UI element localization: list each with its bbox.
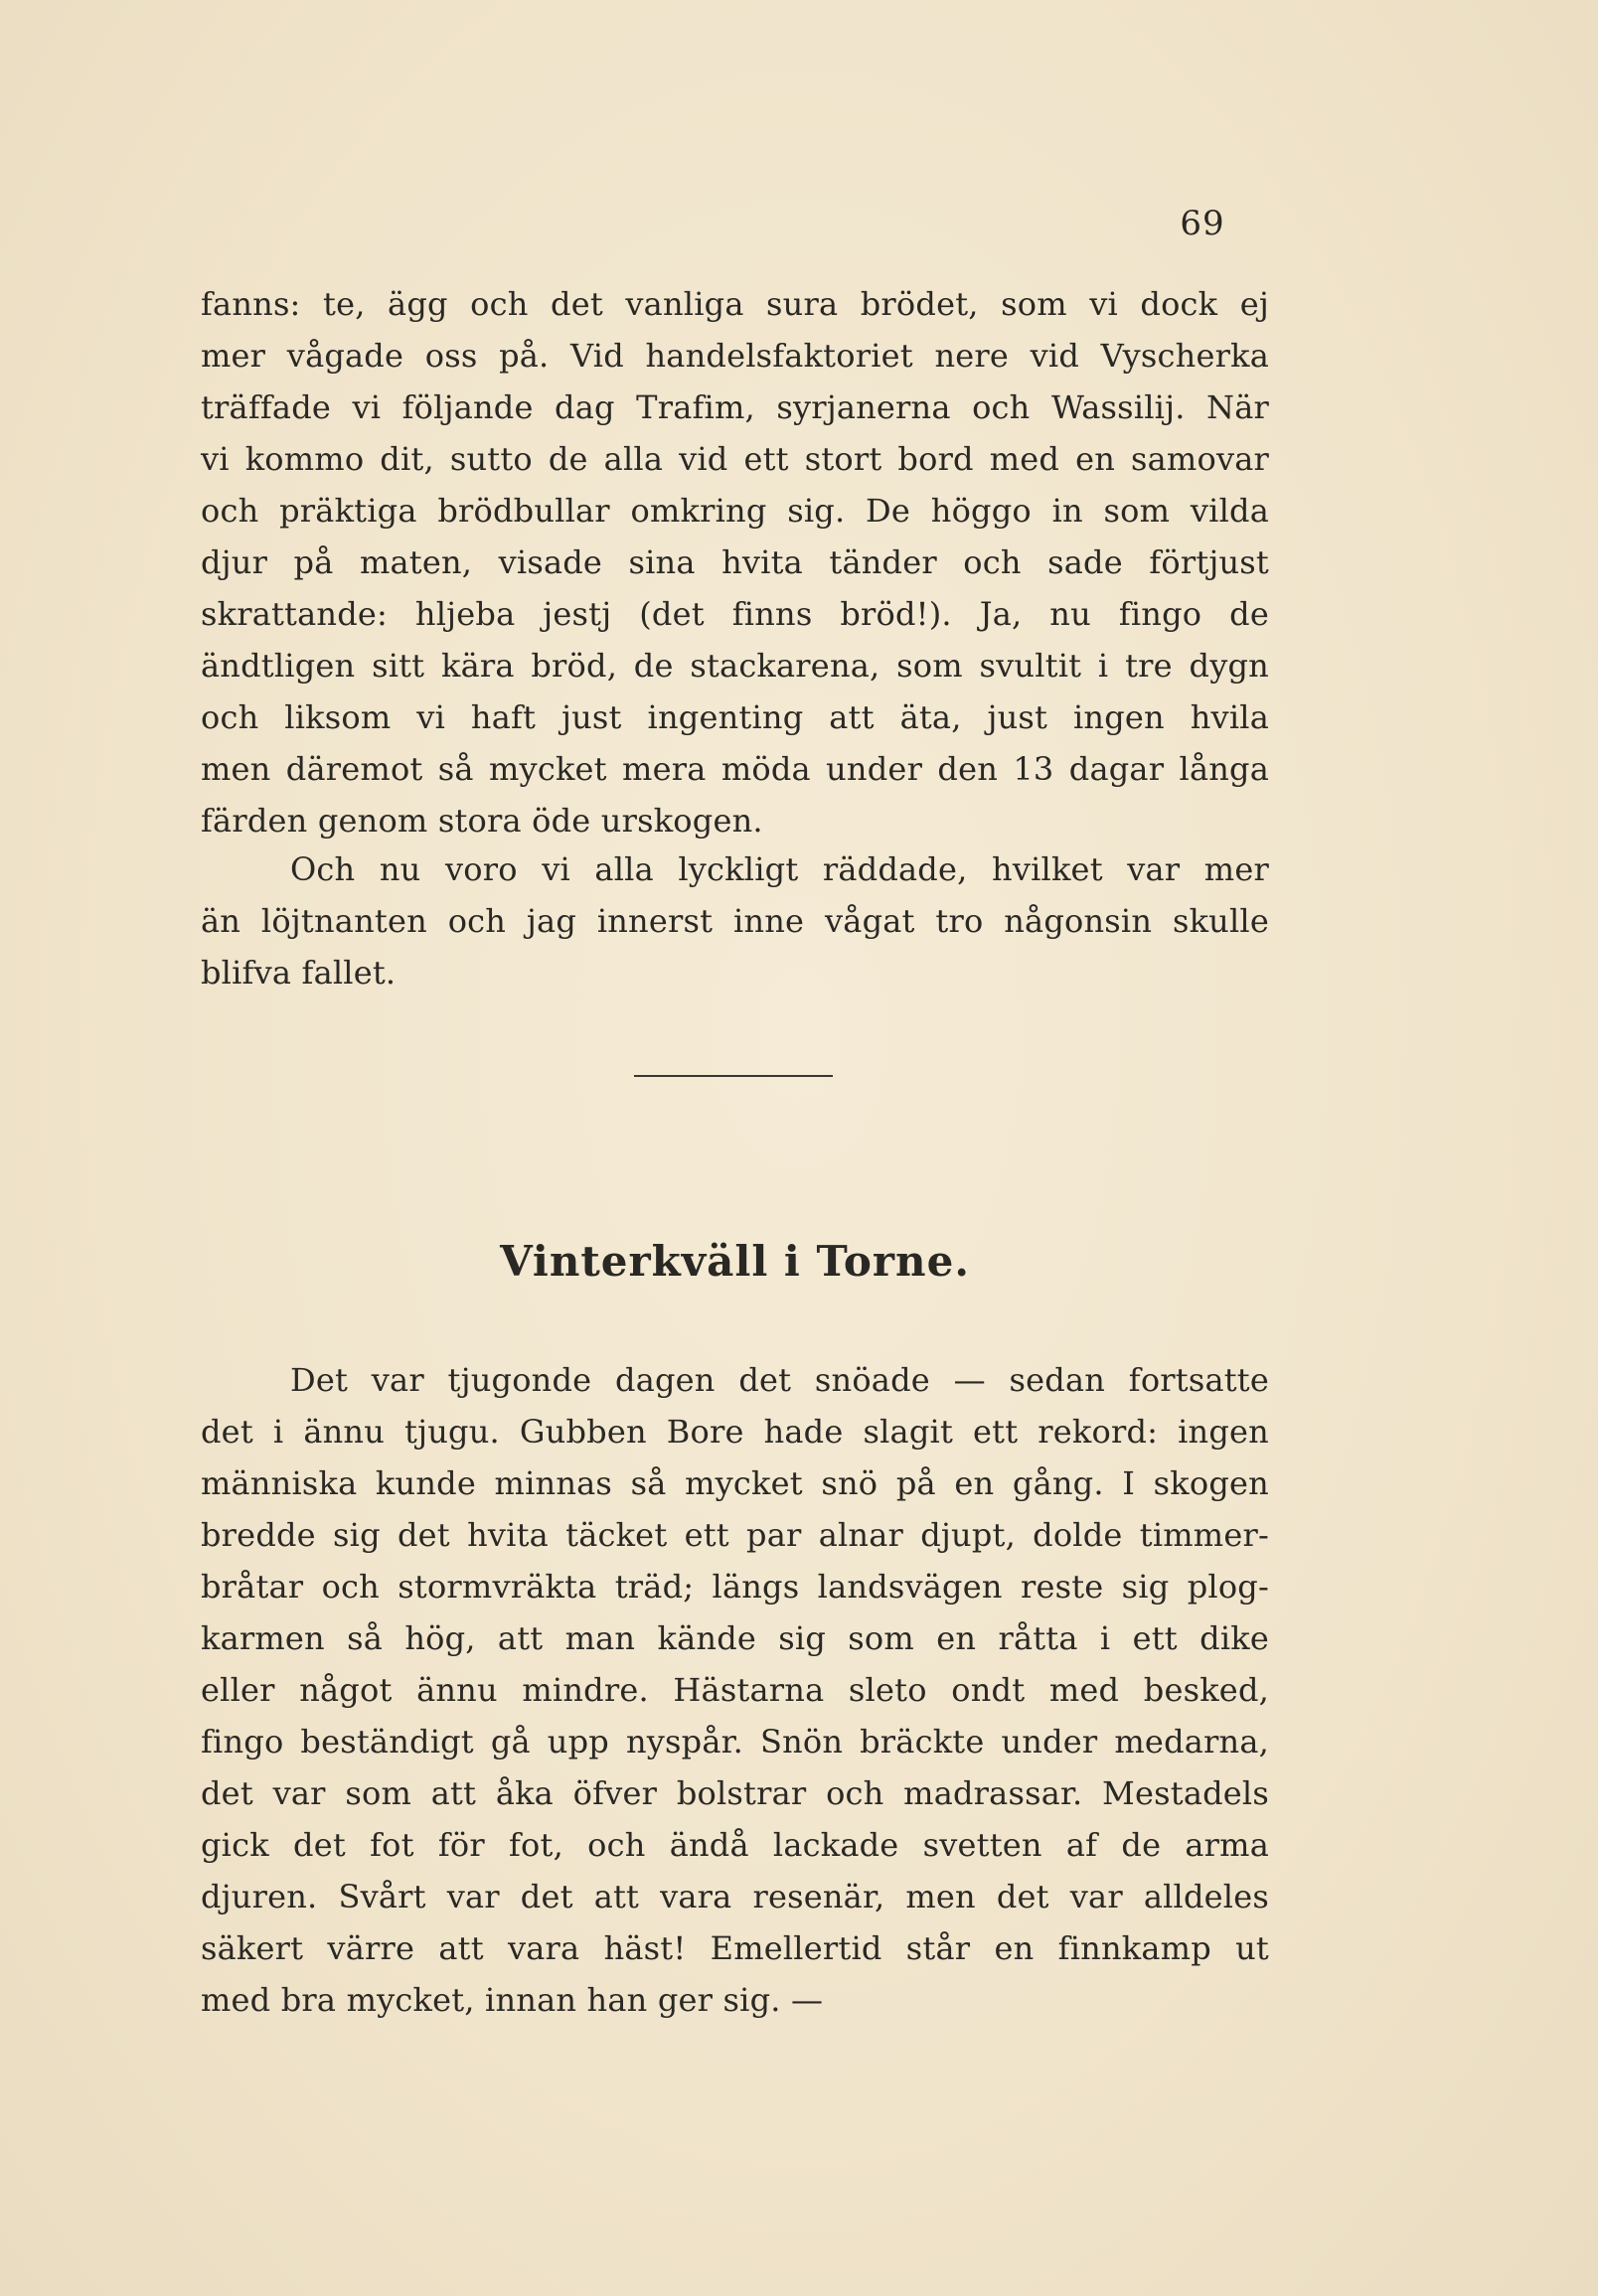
text-line: fingo beständigt gå upp nyspår. Snön bräckte under medarna,: [201, 1723, 1269, 1760]
text-line: ändtligen sitt kära bröd, de stackarena, som svultit i tre dygn: [201, 647, 1269, 685]
text-line: karmen så hög, att man kände sig som en råtta i ett dike: [201, 1619, 1269, 1657]
paragraph-3: [201, 1354, 1269, 2026]
text-line: det i ännu tjugu. Gubben Bore hade slagit ett rekord: ingen: [201, 1413, 1269, 1451]
text-line: vi kommo dit, sutto de alla vid ett stort bord med en samovar: [201, 440, 1269, 478]
text-line: och präktiga brödbullar omkring sig. De höggo in som vilda: [201, 492, 1269, 530]
text-line: än löjtnanten och jag innerst inne vågat tro någonsin skulle: [201, 902, 1269, 940]
text-line: människa kunde minnas så mycket snö på en gång. I skogen: [201, 1464, 1269, 1502]
text-line: färden genom stora öde urskogen.: [201, 802, 763, 840]
text-line: men däremot så mycket mera möda under den 13 dagar långa: [201, 750, 1269, 788]
section-title: Vinterkväll i Torne.: [500, 1237, 970, 1286]
text-line: träffade vi följande dag Trafim, syrjanerna och Wassilij. När: [201, 388, 1269, 426]
paragraph-2: [201, 843, 1269, 998]
text-line: djuren. Svårt var det att vara resenär, men det var alldeles: [201, 1878, 1269, 1915]
text-line: fanns: te, ägg och det vanliga sura brödet, som vi dock ej: [201, 285, 1269, 323]
text-line: mer vågade oss på. Vid handelsfaktoriet nere vid Vyscherka: [201, 337, 1269, 375]
text-line: och liksom vi haft just ingenting att äta, just ingen hvila: [201, 698, 1269, 736]
text-line: Och nu voro vi alla lyckligt räddade, hvilket var mer: [290, 850, 1269, 888]
text-line: bråtar och stormvräkta träd; längs landsvägen reste sig plog-: [201, 1568, 1269, 1606]
page-number: 69: [1180, 204, 1225, 243]
text-line: gick det fot för fot, och ändå lackade svetten af de arma: [201, 1826, 1269, 1864]
paragraph-1: [201, 278, 1269, 846]
text-line: säkert värre att vara häst! Emellertid står en finnkamp ut: [201, 1929, 1269, 1967]
text-line: skrattande: hljeba jestj (det finns bröd!). Ja, nu fingo de: [201, 595, 1269, 633]
text-line: blifva fallet.: [201, 954, 397, 992]
text-line: med bra mycket, innan han ger sig. —: [201, 1981, 824, 2019]
text-line: det var som att åka öfver bolstrar och madrassar. Mestadels: [201, 1774, 1269, 1812]
text-line: eller något ännu mindre. Hästarna sleto ondt med besked,: [201, 1671, 1269, 1709]
text-line: bredde sig det hvita täcket ett par alnar djupt, dolde timmer-: [201, 1516, 1269, 1554]
text-line: Det var tjugonde dagen det snöade — sedan fortsatte: [290, 1361, 1269, 1399]
text-line: djur på maten, visade sina hvita tänder och sade förtjust: [201, 543, 1269, 581]
section-divider: [634, 1075, 833, 1077]
